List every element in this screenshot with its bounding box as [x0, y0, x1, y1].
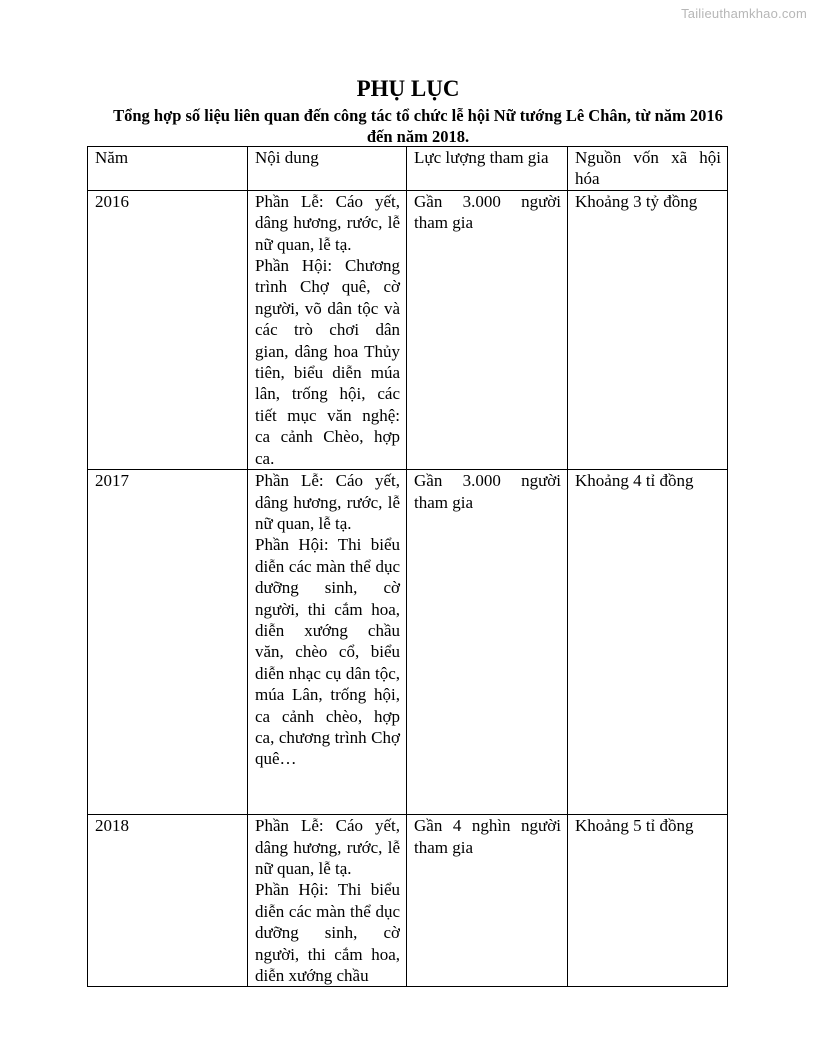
- header-funding: Nguồn vốn xã hội hóa: [568, 147, 728, 191]
- cell-content: [248, 470, 407, 815]
- cell-funding: Khoảng 3 tỷ đồng: [568, 190, 728, 469]
- festival-text: Phần Hội: Thi biểu diễn các màn thể dục dưỡng sinh, cờ người, thi cắm hoa, diễn xướng chầu: [255, 880, 400, 985]
- table-row: [88, 470, 728, 815]
- ceremony-text: Phần Lễ: Cáo yết, dâng hương, rước, lễ nữ quan, lễ tạ.: [255, 471, 400, 533]
- statistics-table: [87, 146, 728, 987]
- page-title: PHỤ LỤC: [356, 76, 460, 101]
- cell-funding: Khoảng 4 tỉ đồng: [568, 470, 728, 815]
- header-content: Nội dung: [248, 147, 407, 191]
- festival-text: Phần Hội: Thi biểu diễn các màn thể dục dưỡng sinh, cờ người, thi cắm hoa, diễn xướng chầu văn, chèo cổ, biểu diễn nhạc cụ dân tộc, múa Lân, trống hội, ca cảnh chèo, hợp ca, chương trình Chợ quê…: [255, 535, 400, 769]
- cell-year: 2017: [88, 470, 248, 815]
- header-participants: Lực lượng tham gia: [407, 147, 568, 191]
- ceremony-text: Phần Lễ: Cáo yết, dâng hương, rước, lễ nữ quan, lễ tạ.: [255, 816, 400, 878]
- festival-text: Phần Hội: Chương trình Chợ quê, cờ người, võ dân tộc và các trò chơi dân gian, dâng hoa Thủy tiên, biểu diễn múa lân, trống hội, các tiết mục văn nghệ: ca cảnh Chèo, hợp ca.: [255, 256, 400, 468]
- page-subtitle: Tổng hợp số liệu liên quan đến công tác tổ chức lễ hội Nữ tướng Lê Chân, từ năm 2016 đến năm 2018.: [113, 106, 723, 146]
- cell-content: [248, 190, 407, 469]
- table-header-row: [88, 147, 728, 191]
- content-clip: [255, 815, 400, 986]
- cell-funding: Khoảng 5 tỉ đồng: [568, 815, 728, 987]
- ceremony-text: Phần Lễ: Cáo yết, dâng hương, rước, lễ nữ quan, lễ tạ.: [255, 191, 400, 254]
- header-year: Năm: [88, 147, 248, 191]
- cell-participants: Gần 4 nghìn người tham gia: [407, 815, 568, 987]
- watermark: Tailieuthamkhao.com: [681, 6, 807, 21]
- cell-year: 2018: [88, 815, 248, 987]
- cell-year: 2016: [88, 190, 248, 469]
- table-row: [88, 190, 728, 469]
- cell-participants: Gần 3.000 người tham gia: [407, 470, 568, 815]
- table-row: [88, 815, 728, 987]
- cell-participants: Gần 3.000 người tham gia: [407, 190, 568, 469]
- cell-content: [248, 815, 407, 987]
